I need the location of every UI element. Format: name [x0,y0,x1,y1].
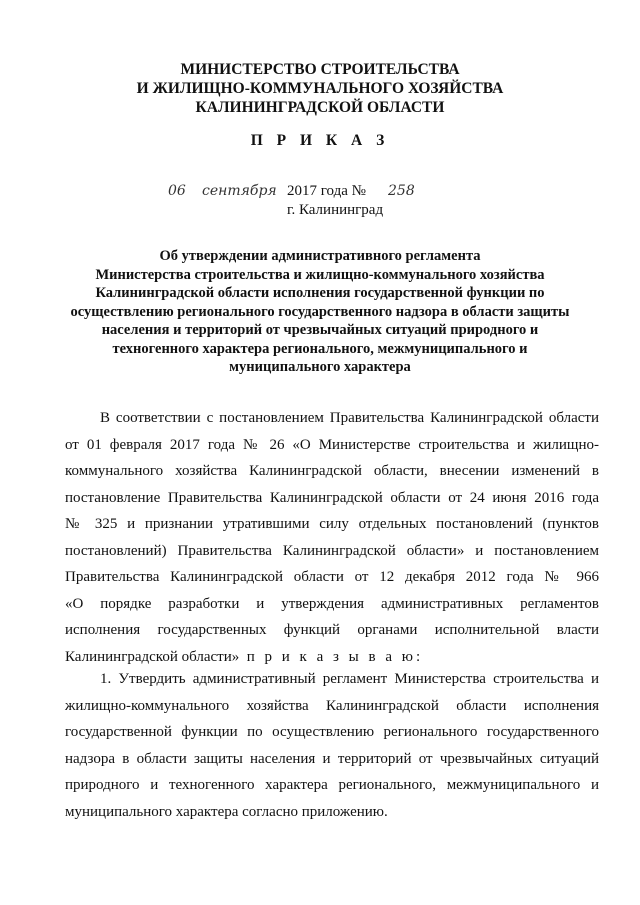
text-fragment: Калининградской области» [65,648,240,665]
printed-date-text: 2017 года № [287,183,366,199]
text-line: «О порядке разработки и утверждения административных регламентов [65,595,599,612]
header-line: МИНИСТЕРСТВО СТРОИТЕЛЬСТВА [180,61,460,78]
text-line: коммунального хозяйства Калининградской области, внесении изменений в [65,463,599,479]
text-line: 1. Утвердить административный регламент Министерства строительства и [100,671,599,687]
text-line: Правительства Калининградской области от 12 декабря 2012 года № 966 [65,569,599,585]
text-line: исполнения государственных функций органами исполнительной власти [65,622,599,638]
text-line: жилищно-коммунального хозяйства Калининградской области исполнения [65,697,599,714]
subject-line: Об утверждении административного регламента [159,248,481,264]
text-line: государственной функции по осуществлению регионального государственного [65,724,599,740]
order-subject [60,247,580,377]
item-1-paragraph [65,666,599,825]
handwritten-order-number: 258 [388,183,415,199]
subject-line: техногенного характера регионального, межмуниципального и [112,340,528,357]
header-line: КАЛИНИНГРАДСКОЙ ОБЛАСТИ [195,99,445,116]
decree-word: п р и к а з ы в а ю: [246,648,424,665]
text-line: надзора в области защиты населения и территорий от чрезвычайных ситуаций [65,750,599,767]
subject-line: Калининградской области исполнения государственной функции по [95,285,545,301]
text-line: № 325 и признании утратившими силу отдельных постановлений (пунктов [65,516,599,532]
handwritten-day: 06 [168,183,186,199]
text-line: постановлений) Правительства Калининградской области» и постановлением [65,542,599,559]
text-line: природного и техногенного характера регионального, межмуниципального и [65,777,599,793]
handwritten-month: сентября [202,183,277,199]
subject-line: осуществлению регионального государственного надзора в области защиты [70,303,570,320]
preamble-paragraph [65,405,599,670]
subject-line: муниципального характера [229,359,411,375]
text-line: муниципального характера согласно приложению. [65,803,388,820]
text-line: В соответствии с постановлением Правительства Калининградской области [100,410,599,426]
text-line: постановление Правительства Калининградской области от 24 июня 2016 года [65,489,599,506]
subject-line: населения и территорий от чрезвычайных ситуаций природного и [101,322,539,338]
ministry-header [0,60,640,117]
text-line: от 01 февраля 2017 года № 26 «О Министерстве строительства и жилищно- [65,436,599,453]
header-line: И ЖИЛИЩНО-КОММУНАЛЬНОГО ХОЗЯЙСТВА [136,80,504,97]
order-title: П Р И К А З [250,132,390,149]
subject-line: Министерства строительства и жилищно-коммунального хозяйства [95,266,545,283]
city-name: г. Калининград [287,202,384,218]
